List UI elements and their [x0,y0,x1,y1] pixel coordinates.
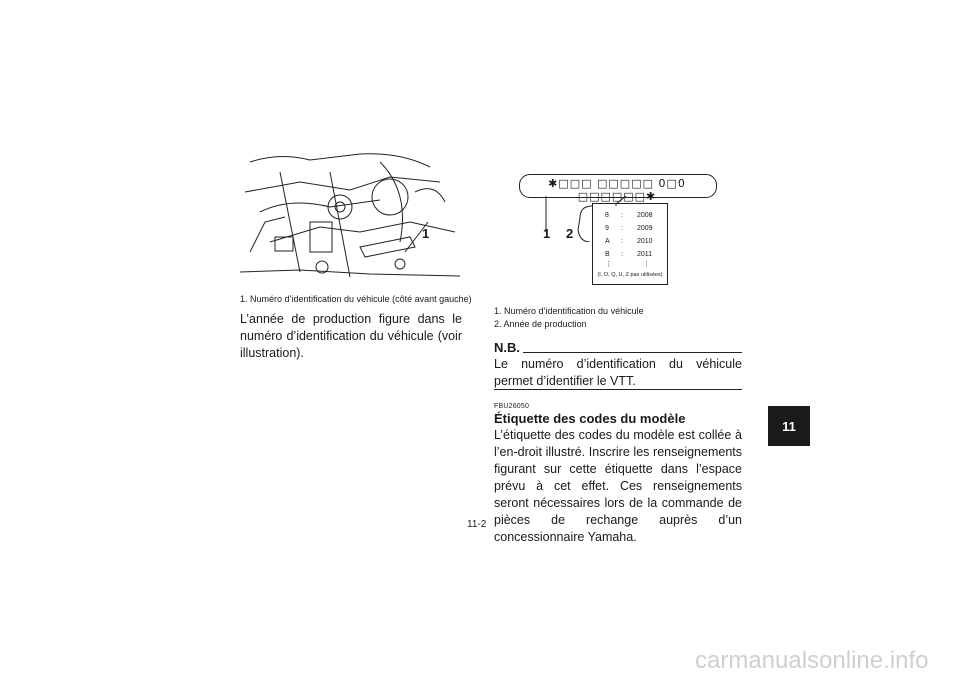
nb-bottom-rule [494,389,742,390]
vehicle-frame-illustration [240,152,460,282]
nb-top-rule [523,352,742,353]
right-caption-2: 2. Année de production [494,319,587,329]
nb-text: Le numéro d’identification du véhicule permet d’identifier le VTT. [494,357,742,388]
section-paragraph: L’étiquette des codes du modèle est collée à l’en-droit illustré. Inscrire les renseignements figurant sur cette étiquette dans l’espace prévu à cet effet. Ces renseignements seront nécessaires lors de la commande de pièces de rechange auprès d’un concessionnaire Yamaha. [494,428,742,544]
vin-pattern: ✱□□□ □□□□□ 0□0 □□□□□□✱ [548,177,686,203]
diagram-callout-1: 1 [543,226,551,241]
left-paragraph: L’année de production figure dans le numéro d’identification du véhicule (voir illustration). [240,312,462,360]
illustration-callout-1: 1 [422,226,430,241]
watermark: carmanualsonline.info [695,647,929,674]
page-number: 11-2 [467,519,487,530]
left-figure-caption: 1. Numéro d’identification du véhicule (côté avant gauche) [240,294,472,304]
section-code: FBU26050 [494,403,530,410]
chapter-tab: 11 [768,406,810,446]
unused-letters-note: (I, O, Q, U, Z pas utilisées) [597,272,663,278]
nb-label: N.B. [494,340,520,355]
diagram-callout-2: 2 [566,226,574,241]
production-year-table: 8 : 2008 9 : 2009 A : 2010 B : 2011 ⋮ ⋮ (I, O, Q, U, Z pas utilisées) [592,203,668,285]
section-title: Étiquette des codes du modèle [494,411,686,426]
right-caption-1: 1. Numéro d’identification du véhicule [494,306,644,316]
atv-frame-drawing [240,152,460,282]
